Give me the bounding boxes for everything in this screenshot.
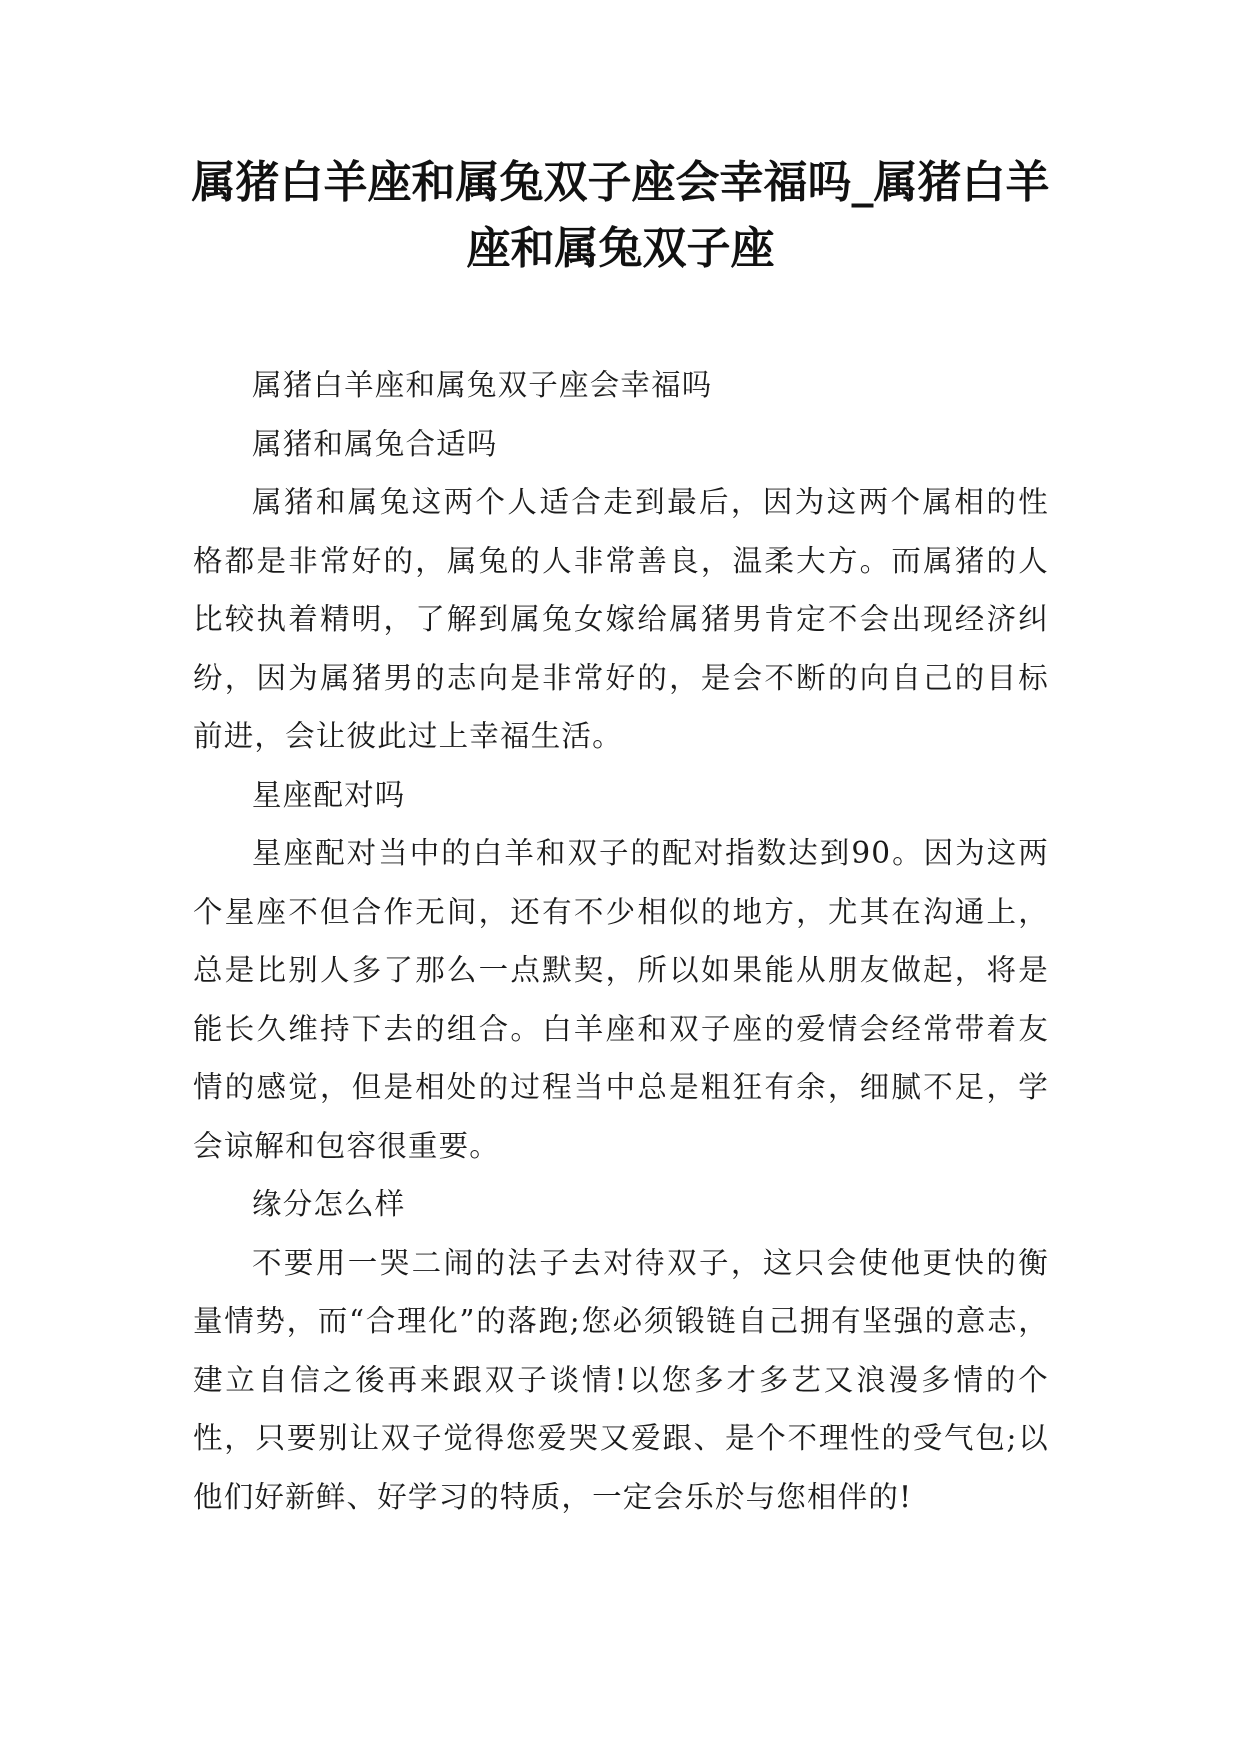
paragraph-subheading-zodiac: 属猪和属兔合适吗: [252, 426, 498, 461]
paragraph-constellation-text: 星座配对当中的白羊和双子的配对指数达到90。因为这两个星座不但合作无间，还有不少相似的地方，尤其在沟通上，总是比别人多了那么一点默契，所以如果能从朋友做起，将是能长久维持下去的组合。白羊座和双子座的爱情会经常带着友情的感觉，但是相处的过程当中总是粗狂有余，细腻不足，学会谅解和包容很重要。: [193, 836, 1049, 1163]
paragraph-fate-text: 不要用一哭二闹的法子去对待双子，这只会使他更快的衡量情势，而“合理化”的落跑;您必须锻链自己拥有坚强的意志，建立自信之後再来跟双子谈情!以您多才多艺又浪漫多情的个性，只要别让双子觉得您爱哭又爱跟、是个不理性的受气包;以他们好新鲜、好学习的特质，一定会乐於与您相伴的!: [193, 1245, 1049, 1514]
paragraph-subheading-constellation: 星座配对吗: [252, 777, 406, 812]
paragraph-heading-main: 属猪白羊座和属兔双子座会幸福吗: [252, 368, 713, 402]
document-body: [193, 356, 1049, 1526]
paragraph-subheading-fate: 缘分怎么样: [252, 1187, 406, 1221]
document-title: 属猪白羊座和属兔双子座会幸福吗_属猪白羊座和属兔双子座: [191, 157, 1050, 274]
paragraph-zodiac-text: 属猪和属兔这两个人适合走到最后，因为这两个属相的性格都是非常好的，属兔的人非常善良，温柔大方。而属猪的人比较执着精明，了解到属兔女嫁给属猪男肯定不会出现经济纠纷，因为属猪男的志向是非常好的，是会不断的向自己的目标前进，会让彼此过上幸福生活。: [193, 485, 1049, 753]
